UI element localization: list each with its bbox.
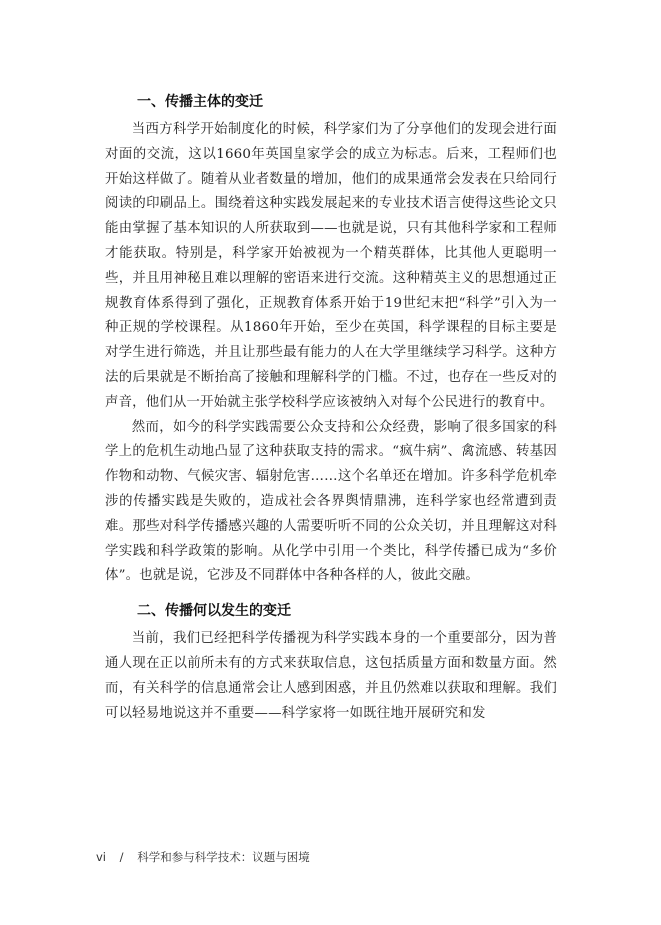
- footer-separator: /: [119, 850, 124, 864]
- section-2-paragraph-1: 当前，我们已经把科学传播视为科学实践本身的一个重要部分，因为普通人现在正以前所未有的方式来获取信息，这包括质量方面和数量方面。然而，有关科学的信息通常会让人感到困惑，并且仍然难以获取和理解。我们可以轻易地说这并不重要——科学家将一如既往地开展研究和发: [105, 631, 557, 721]
- section-1-paragraph-1: 当西方科学开始制度化的时候，科学家们为了分享他们的发现会进行面对面的交流，这以1660年英国皇家学会的成立为标志。后来，工程师们也开始这样做了。随着从业者数量的增加，他们的成果通常会发表在只给同行阅读的印刷品上。围绕着这种实践发展起来的专业技术语言使得这些论文只能由掌握了基本知识的人所获取到——也就是说，只有其他科学家和工程师才能获取。特别是，科学家开始被视为一个精英群体，比其他人更聪明一些，并且用神秘且难以理解的密语来进行交流。这种精英主义的思想通过正规教育体系得到了强化，正规教育体系开始于19世纪末把“科学”引入为一种正规的学校课程。从1860年开始，至少在英国，科学课程的目标主要是对学生进行筛选，并且让那些最有能力的人在大学里继续学习科学。这种方法的后果就是不断抬高了接触和理解科学的门槛。不过，也存在一些反对的声音，他们从一开始就主张学校科学应该被纳入对每个公民进行的教育中。: [105, 122, 557, 410]
- section-1: [105, 92, 557, 589]
- section-1-heading: 一、传播主体的变迁: [137, 94, 263, 110]
- section-2: [105, 601, 557, 726]
- running-title: 科学和参与科学技术：议题与困境: [137, 850, 310, 864]
- section-2-heading: 二、传播何以发生的变迁: [137, 603, 291, 620]
- page-body: [105, 92, 557, 726]
- page-number: vi: [96, 850, 107, 864]
- page-footer: [96, 849, 320, 865]
- section-1-paragraph-2: 然而，如今的科学实践需要公众支持和公众经费，影响了很多国家的科学上的危机生动地凸显了这种获取支持的需求。“疯牛病”、禽流感、转基因作物和动物、气候灾害、辐射危害……这个名单还在增加。许多科学危机牵涉的传播实践是失败的，造成社会各界舆情鼎沸，连科学家也经常遭到责难。那些对科学传播感兴趣的人需要听听不同的公众关切，并且理解这对科学实践和科学政策的影响。从化学中引用一个类比，科学传播已成为“多价体”。也就是说，它涉及不同群体中各种各样的人，彼此交融。: [105, 419, 557, 584]
